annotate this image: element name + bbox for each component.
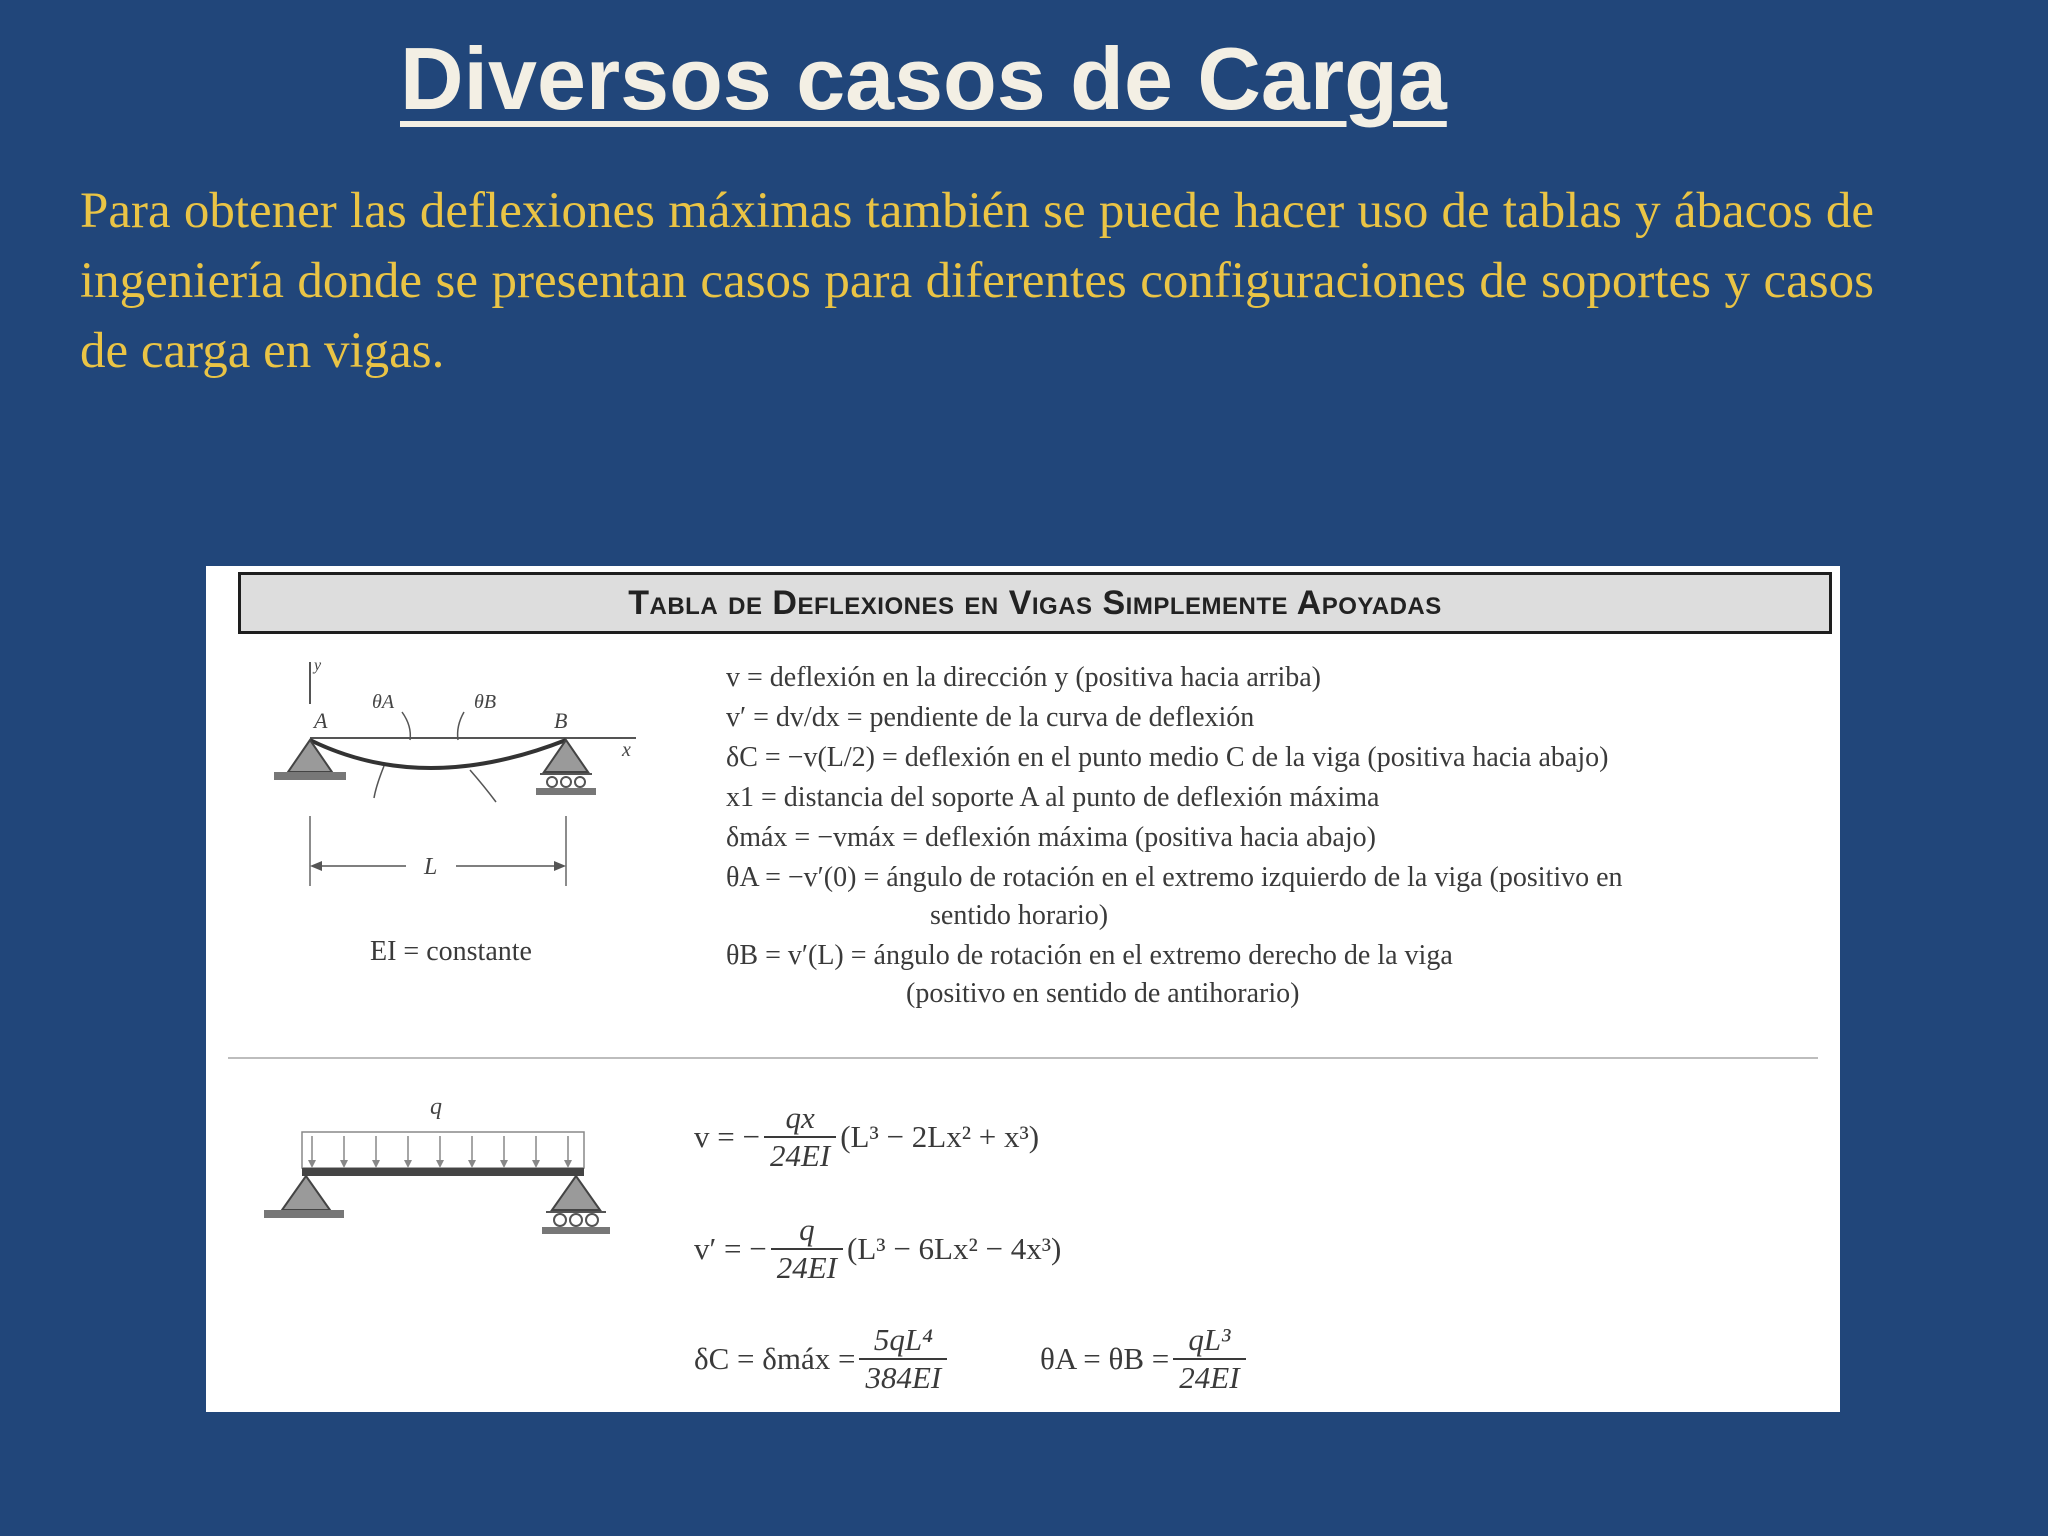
beam [302,1168,584,1176]
definition-line: θB = v′(L) = ángulo de rotación en el extremo derecho de la viga [726,940,1453,971]
pin-support-left [288,740,332,772]
label-theta-a: θA [372,691,395,713]
label-theta-b: θB [474,691,497,713]
table-divider [228,1057,1818,1059]
uniform-load-diagram [206,1066,706,1406]
definition-line: sentido horario) [930,900,1109,931]
label-b: B [554,708,568,733]
formula-theta: θA = θB = $\frac{\text{qL³}}{24EI}$ [1040,1322,1250,1396]
intro-paragraph: Para obtener las deflexiones máximas también se puede hacer uso de tablas y ábacos de ingeniería donde se presentan casos para diferentes configuraciones de soportes y casos de carga en vigas. [80,183,1874,379]
roller-support-right [552,1176,600,1210]
definition-line: x1 = distancia del soporte A al punto de deflexión máxima [726,782,1380,813]
label-l: L [424,854,438,880]
formula-v: v = − $\frac{qx}{24EI}$ (L³ − 2Lx² + x³) [694,1100,1040,1173]
slide-title: Diversos casos de Carga [400,29,1447,128]
pin-support-left [282,1176,330,1210]
table-header: Tabla de Deflexiones en Vigas Simplemente Apoyadas [238,572,1832,634]
ei-constant-label: EI = constante [370,936,532,967]
deflection-curve [310,740,566,768]
definition-line: (positivo en sentido de antihorario) [906,978,1300,1009]
definition-line: δC = −v(L/2) = deflexión en el punto medio C de la viga (positiva hacia abajo) [726,742,1609,773]
deflection-table [206,566,1840,1412]
y-axis-label: y [314,657,322,674]
formula-v-prime: v′ = − $\frac{q}{24EI}$ (L³ − 6Lx² − 4x³) [694,1212,1062,1285]
definition-line: δmáx = −vmáx = deflexión máxima (positiva hacia abajo) [726,822,1376,853]
label-q: q [430,1094,442,1120]
label-a: A [314,708,328,733]
definition-line: v′ = dv/dx = pendiente de la curva de deflexión [726,702,1255,733]
definition-line: θA = −v′(0) = ángulo de rotación en el extremo izquierdo de la viga (positivo en [726,862,1623,893]
formula-delta-c: δC = δmáx = $\frac{\text{5qL⁴}}{384EI}$ [694,1322,951,1396]
x-axis-label: x [622,739,631,761]
definition-line: v = deflexión en la dirección y (positiva hacia arriba) [726,662,1321,693]
